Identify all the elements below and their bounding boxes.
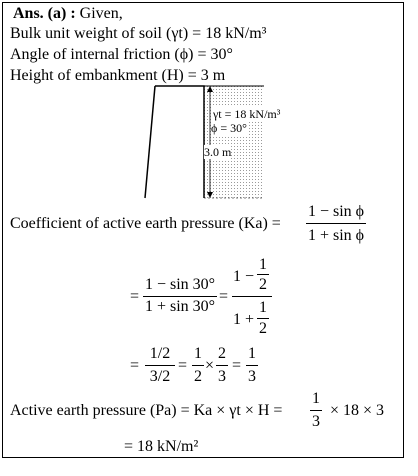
soil-backfill — [204, 84, 264, 198]
step2-f1-denominator: 3/2 — [149, 368, 171, 385]
pressure-frac-denominator: 3 — [312, 413, 320, 430]
answer-header — [13, 5, 123, 23]
step2-f3-denominator: 3 — [218, 368, 226, 385]
given-label: Given, — [75, 5, 123, 22]
step1-denominator: 1 + sin 30° — [144, 298, 216, 315]
embankment-figure — [140, 82, 270, 202]
step2-f4-numerator: 1 — [248, 345, 256, 362]
pressure-label: Active earth pressure (Pa) = Ka × γt × H = — [10, 402, 283, 419]
step2-f2-denominator: 2 — [194, 368, 202, 385]
step2-f2-bar — [192, 365, 204, 366]
step1-den-frac-numerator: 1 — [259, 299, 267, 316]
step2-f3-numerator: 2 — [218, 345, 226, 362]
step1-den-prefix: 1 + — [233, 311, 255, 328]
pressure-frac-bar — [310, 410, 322, 411]
coefficient-denominator: 1 + sin ϕ — [307, 227, 365, 244]
coefficient-numerator: 1 − sin ϕ — [307, 203, 365, 220]
step2-f4-denominator: 3 — [248, 368, 256, 385]
step1-compound-bar — [232, 296, 272, 297]
step1-den-frac-bar — [257, 318, 269, 319]
step1-num-frac-bar — [257, 274, 269, 275]
step1-num-frac-denominator: 2 — [259, 276, 267, 293]
final-result: = 18 kN/m² — [124, 438, 199, 455]
wall-top-back — [155, 86, 204, 198]
given-unit-weight: Bulk unit weight of soil (γt) = 18 kN/m³ — [10, 25, 267, 42]
step1-den-frac-denominator: 2 — [259, 320, 267, 337]
given-height: Height of embankment (H) = 3 m — [10, 67, 226, 84]
step2-equals-2: = — [178, 357, 188, 374]
step1-equals: = — [130, 288, 140, 305]
step2-times: × — [205, 357, 215, 374]
step2-equals-3: = — [232, 357, 242, 374]
coefficient-fraction-bar — [306, 223, 366, 224]
step1-numerator: 1 − sin 30° — [144, 276, 216, 293]
phi-label: ϕ = 30° — [211, 121, 247, 135]
step2-f1-bar — [145, 365, 175, 366]
step1-num-prefix: 1 − — [233, 268, 255, 285]
step2-f2-numerator: 1 — [194, 345, 202, 362]
step1-fraction-bar — [143, 296, 217, 297]
gamma-label: γt = 18 kN/m³ — [213, 107, 281, 121]
step2-f4-bar — [246, 365, 258, 366]
coefficient-label: Coefficient of active earth pressure (Ka) = — [10, 215, 281, 232]
step1-equals-2: = — [219, 288, 229, 305]
step2-f3-bar — [216, 365, 228, 366]
step1-num-frac-numerator: 1 — [259, 256, 267, 273]
step2-f1-numerator: 1/2 — [149, 345, 171, 362]
step2-equals: = — [130, 357, 140, 374]
given-friction-angle: Angle of internal friction (ϕ) = 30° — [10, 46, 233, 63]
pressure-rest: × 18 × 3 — [330, 402, 385, 419]
pressure-frac-numerator: 1 — [312, 390, 320, 407]
height-label: 3.0 m — [204, 145, 232, 159]
wall-front-face — [145, 86, 155, 198]
answer-label: Ans. (a) : — [13, 5, 76, 22]
